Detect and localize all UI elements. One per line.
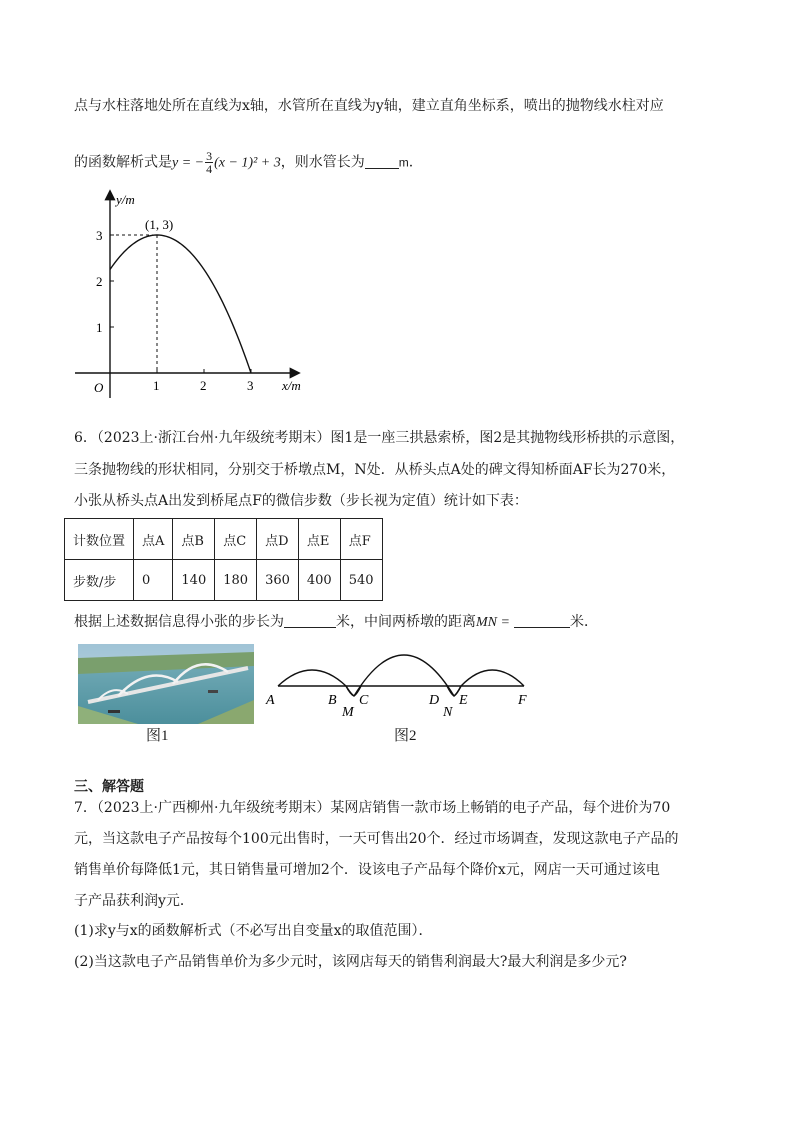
point-label-b: B: [328, 693, 337, 708]
table-cell: 点E: [298, 519, 340, 560]
q6-mn-label: MN =: [476, 615, 510, 630]
x-tick-label: 2: [200, 378, 207, 393]
table-cell: 点A: [134, 519, 173, 560]
point-label-d: D: [429, 693, 440, 708]
table-row: [65, 519, 383, 560]
table-cell: 540: [340, 560, 382, 601]
q6-text-line1: 6．（2023上·浙江台州·九年级统考期末）图1是一座三拱悬索桥，图2是其抛物线形桥拱的示意图，: [74, 430, 685, 446]
point-label-c: C: [359, 693, 369, 708]
point-label-e: E: [459, 693, 468, 708]
bridge-arch-diagram: [262, 632, 542, 722]
point-label-n: N: [443, 705, 453, 720]
q7-text-line2: 元，当这款电子产品按每个100元出售时，一天可售出20个．经过市场调查，发现这款电子产品的: [74, 831, 679, 847]
q5-frac-num: 3: [206, 149, 213, 163]
q7-subquestion-2: (2)当这款电子产品销售单价为多少元时，该网店每天的销售利润最大?最大利润是多少元?: [74, 954, 627, 970]
q6-text-line2: 三条抛物线的形状相同，分别交于桥墩点M，N处．从桥头点A处的碑文得知桥面AF长为270米，: [74, 462, 676, 478]
point-label-m: M: [342, 705, 354, 720]
q5-period: .: [408, 154, 414, 171]
table-cell: 180: [215, 560, 257, 601]
table-cell: 点F: [340, 519, 382, 560]
section-heading: 三、解答题: [74, 779, 144, 795]
parabola-graph: [70, 186, 320, 406]
table-cell: 0: [134, 560, 173, 601]
figure2-caption: 图2: [394, 728, 417, 744]
q7-text-line1: 7．（2023上·广西柳州·九年级统考期末）某网店销售一款市场上畅销的电子产品，每个进价为70: [74, 800, 671, 816]
y-axis-label: y/m: [116, 192, 135, 207]
bridge-photo: [78, 644, 254, 724]
table-cell: 400: [298, 560, 340, 601]
y-tick-label: 2: [96, 274, 103, 289]
middle-arch: [354, 655, 454, 696]
q5-line2-prefix: 的函数解析式是: [74, 154, 172, 171]
table-cell: 点C: [215, 519, 257, 560]
q5-func-rest: (x − 1)² + 3: [214, 155, 281, 171]
point-label-a: A: [266, 693, 275, 708]
q5-line2-post: ，则水管长为: [280, 154, 365, 171]
q7-subquestion-1: (1)求y与x的函数解析式（不必写出自变量x的取值范围）．: [74, 923, 433, 939]
figure1-caption: 图1: [146, 728, 169, 744]
table-row: [65, 560, 383, 601]
q7-text-line4: 子产品获利润y元．: [74, 893, 194, 909]
table-cell: 140: [173, 560, 215, 601]
vertex-label: (1, 3): [145, 217, 174, 232]
q6-answer-line: [74, 612, 598, 633]
table-cell: 360: [257, 560, 299, 601]
origin-label: O: [94, 380, 104, 395]
q6-step-blank: [284, 613, 336, 628]
q6-mn-blank: [514, 613, 570, 628]
parabola-curve: [110, 235, 251, 373]
table-cell: 计数位置: [65, 519, 134, 560]
table-cell: 点B: [173, 519, 215, 560]
q6-answer-prefix: 根据上述数据信息得小张的步长为: [74, 614, 284, 630]
q6-text-line3: 小张从桥头点A出发到桥尾点F的微信步数（步长视为定值）统计如下表：: [74, 493, 528, 509]
q6-answer-post: 米．: [569, 614, 598, 630]
step-count-table: [64, 518, 383, 601]
left-arch: [278, 670, 354, 696]
x-tick-label: 1: [153, 378, 160, 393]
q6-answer-mid: 米，中间两桥墩的距离: [336, 614, 476, 630]
q5-unit: m: [398, 155, 409, 170]
q7-text-line3: 销售单价每降低1元，其日销售量可增加2个．设该电子产品每个降价x元，网店一天可通过该电: [74, 862, 660, 878]
q5-func-y: y = −: [172, 155, 205, 171]
y-tick-label: 1: [96, 320, 103, 335]
q5-answer-blank: [365, 154, 399, 169]
q5-frac-den: 4: [206, 162, 213, 176]
table-cell: 步数/步: [65, 560, 134, 601]
y-tick-label: 3: [96, 228, 103, 243]
q5-text-line1: 点与水柱落地处所在直线为x轴，水管所在直线为y轴，建立直角坐标系，喷出的抛物线水柱对应: [74, 98, 664, 114]
q5-text-line2: [74, 150, 413, 175]
table-cell: 点D: [257, 519, 299, 560]
x-axis-label: x/m: [282, 378, 301, 393]
q5-fraction: [205, 150, 213, 175]
point-label-f: F: [518, 693, 527, 708]
x-tick-label: 3: [247, 378, 254, 393]
